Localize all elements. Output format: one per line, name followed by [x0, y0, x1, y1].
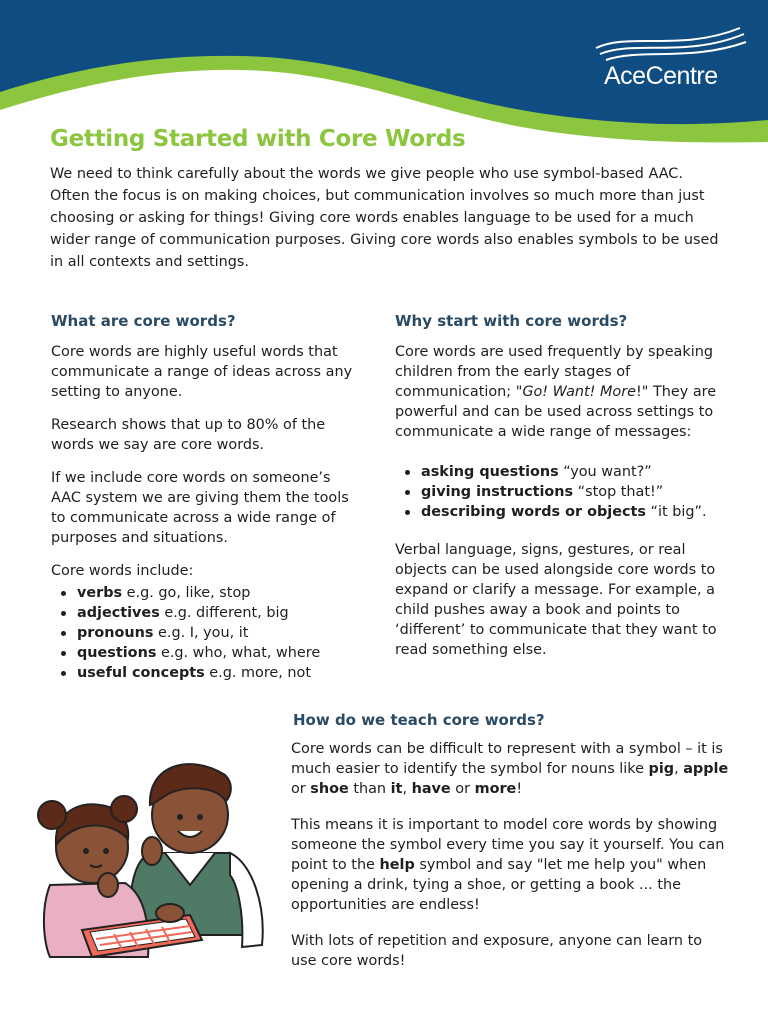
teach-sep: or: [450, 781, 475, 797]
core-words-list: [51, 583, 356, 683]
list-item-bold: questions: [77, 645, 157, 661]
left-paragraph-2: Research shows that up to 80% of the words we say are core words.: [51, 417, 326, 453]
list-item-text: e.g. I, you, it: [153, 625, 249, 641]
right-paragraph-1: [395, 342, 730, 442]
list-item-text: “you want?”: [558, 464, 652, 480]
list-item-bold: asking questions: [421, 464, 559, 480]
teach-paragraph-3: With lots of repetition and exposure, anyone can learn to use core words!: [291, 933, 703, 969]
word-shoe: shoe: [310, 781, 349, 797]
teach-sep: than: [348, 781, 391, 797]
list-item-bold: adjectives: [77, 605, 160, 621]
list-item: [51, 643, 356, 663]
list-item-bold: pronouns: [77, 625, 154, 641]
right-p1-italic: Go! Want! More: [522, 384, 636, 400]
list-item-bold: describing words or objects: [421, 504, 646, 520]
right-p1-end: !" They are powerful and can be used across settings to communicate a wide range of messages:: [395, 384, 717, 440]
list-item: [51, 623, 356, 643]
list-item-text: e.g. different, big: [159, 605, 289, 621]
word-have: have: [411, 781, 451, 797]
word-apple: apple: [683, 761, 729, 777]
teach-sep: ,: [402, 781, 412, 797]
page-title: Getting Started with Core Words: [50, 126, 466, 152]
teach-column: [291, 739, 731, 984]
list-item-bold: verbs: [77, 585, 123, 601]
list-item: [51, 603, 356, 623]
list-item-text: e.g. more, not: [204, 665, 311, 681]
teach-heading: How do we teach core words?: [293, 711, 545, 729]
word-pig: pig: [648, 761, 675, 777]
list-item: [51, 583, 356, 603]
right-paragraph-2: Verbal language, signs, gestures, or real objects can be used alongside core words to expand or clarify a message. For example, a child pushes away a book and points to ‘different’ to communicate that they want to read something else.: [395, 542, 717, 658]
core-list-intro: Core words include:: [51, 563, 194, 579]
list-item: [395, 462, 730, 482]
logo-text: AceCentre: [604, 62, 718, 90]
teach-paragraph-2: [291, 815, 731, 915]
intro-paragraph: We need to think carefully about the words we give people who use symbol-based AAC. Often the focus is on making choices, but communication involves so much more than just choosing or asking for things! Giving core words enables language to be used for a much wider range of communication purposes. Giving core words also enables symbols to be used in all contexts and settings.: [50, 166, 719, 270]
teach-sep: ,: [674, 761, 684, 777]
left-heading: What are core words?: [51, 312, 236, 330]
teach-p2-text: This means it is important to model core words by showing someone the symbol every time you say it yourself. You can point to the: [291, 817, 725, 873]
list-item-text: e.g. who, what, where: [156, 645, 321, 661]
left-paragraph-1: Core words are highly useful words that communicate a range of ideas across any setting to anyone.: [51, 344, 353, 400]
list-item: [51, 663, 356, 683]
right-heading: Why start with core words?: [395, 312, 628, 330]
list-item-bold: useful concepts: [77, 665, 205, 681]
right-column: [395, 342, 730, 673]
right-p1-start: Core words are used frequently by speaking children from the early stages of communication; ": [395, 344, 713, 400]
left-paragraph-3: If we include core words on someone’s AAC system we are giving them the tools to communicate across a wide range of purposes and situations.: [51, 470, 349, 546]
list-item-text: e.g. go, like, stop: [122, 585, 251, 601]
list-item-bold: giving instructions: [421, 484, 574, 500]
teach-paragraph-1: [291, 739, 731, 799]
word-more: more: [474, 781, 517, 797]
teach-p2-text-end: symbol and say "let me help you" when opening a drink, tying a shoe, or getting a book ... the opportunities are endless!: [291, 857, 707, 913]
teach-p1-text: Core words can be difficult to represent with a symbol – it is much easier to identify the symbol for nouns like: [291, 741, 723, 777]
teach-end: !: [516, 781, 523, 797]
list-item-text: “stop that!”: [573, 484, 664, 500]
word-it: it: [390, 781, 403, 797]
children-with-aac-device-illustration: [30, 735, 270, 960]
list-item: [395, 502, 730, 522]
list-item: [395, 482, 730, 502]
list-item-text: “it big”.: [645, 504, 707, 520]
word-help: help: [379, 857, 415, 873]
teach-sep: or: [291, 781, 311, 797]
left-column: [51, 342, 356, 683]
why-list: [395, 462, 730, 522]
